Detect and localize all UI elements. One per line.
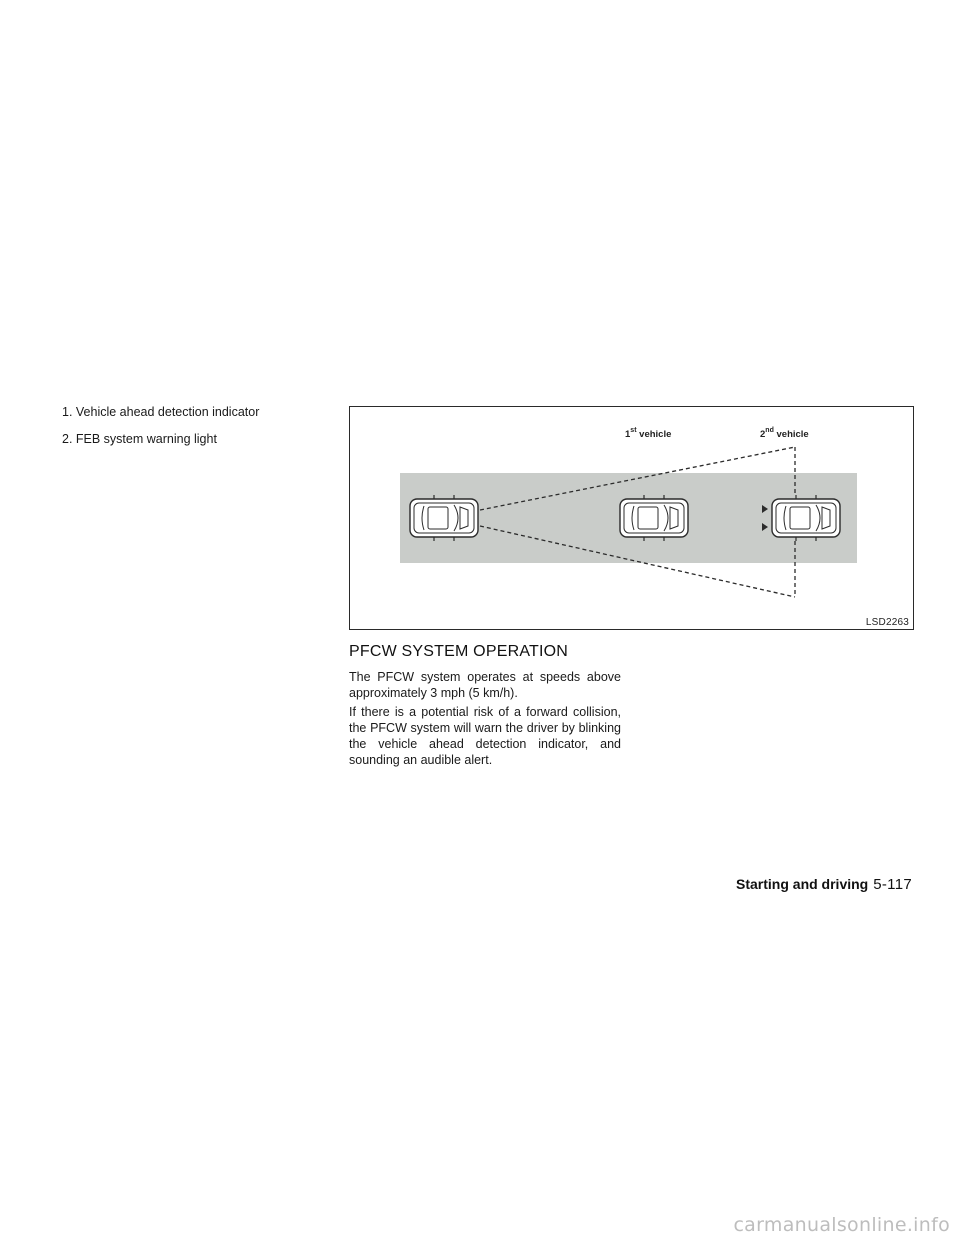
first-vehicle bbox=[620, 495, 688, 541]
second-vehicle bbox=[772, 495, 840, 541]
paragraph-speed: The PFCW system operates at speeds above approximately 3 mph (5 km/h). bbox=[349, 670, 621, 700]
first-vehicle-label: 1st vehicle bbox=[625, 427, 672, 441]
pfcw-diagram bbox=[349, 406, 914, 630]
figure-code: LSD2263 bbox=[865, 617, 909, 628]
footer-section-name: Starting and driving bbox=[736, 876, 869, 892]
legend-list bbox=[62, 404, 332, 458]
watermark: carmanualsonline.info bbox=[733, 1214, 950, 1236]
page-number: 5-117 bbox=[873, 876, 912, 893]
page-footer bbox=[736, 876, 912, 894]
second-vehicle-label: 2nd vehicle bbox=[760, 427, 809, 441]
legend-item-1: 1. Vehicle ahead detection indicator bbox=[62, 405, 260, 419]
diagram-graphic bbox=[350, 407, 913, 629]
paragraph-warning: If there is a potential risk of a forward collision, the PFCW system will warn the driver by blinking the vehicle ahead detection indicator, and sounding an audible alert. bbox=[349, 705, 621, 767]
legend-item-2: 2. FEB system warning light bbox=[62, 432, 217, 446]
own-vehicle bbox=[410, 495, 478, 541]
section-title: PFCW SYSTEM OPERATION bbox=[349, 643, 569, 660]
